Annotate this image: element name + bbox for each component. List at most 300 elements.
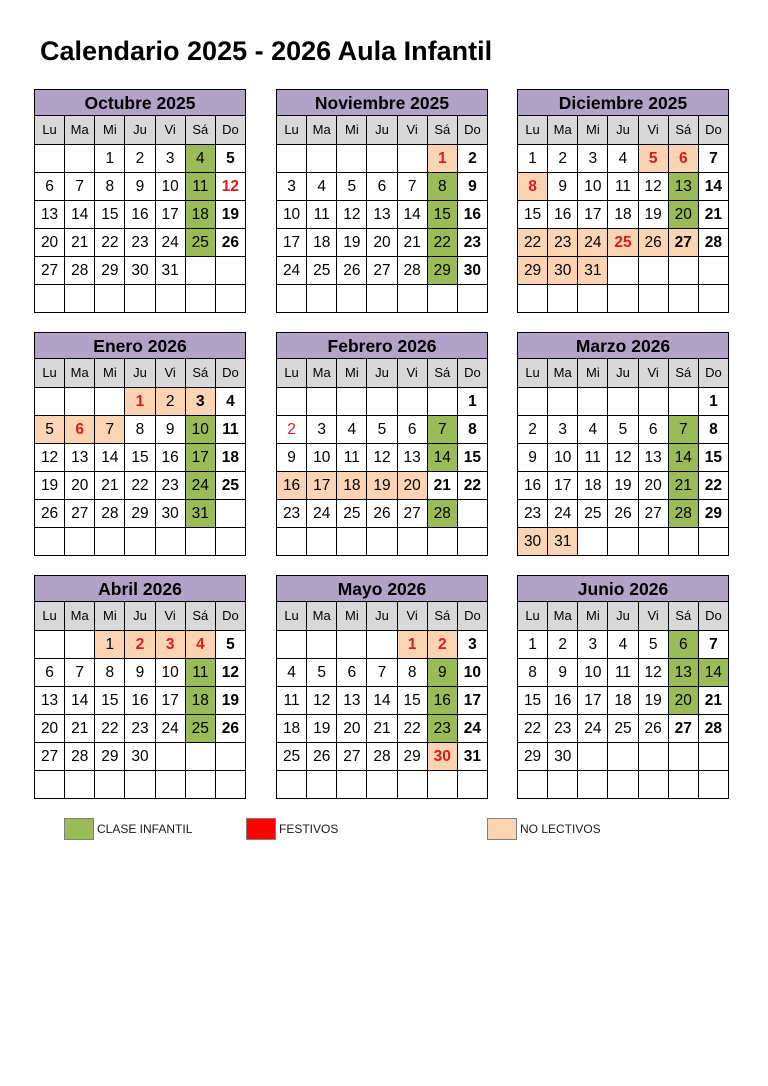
day-cell: 15 (458, 444, 488, 472)
legend-no-lectivos (487, 818, 601, 840)
month-february-2026 (276, 332, 488, 556)
week-row (518, 257, 729, 285)
day-cell: 11 (578, 444, 608, 472)
day-cell: 28 (95, 500, 125, 528)
day-cell: 8 (458, 416, 488, 444)
week-row (277, 472, 488, 500)
day-cell: 2 (458, 145, 488, 173)
day-cell: 29 (518, 257, 548, 285)
week-row (518, 173, 729, 201)
day-cell: 17 (156, 201, 186, 229)
day-cell: 2 (277, 416, 307, 444)
empty-cell (608, 528, 638, 556)
day-cell: 11 (277, 687, 307, 715)
day-cell: 21 (367, 715, 397, 743)
day-cell: 14 (398, 201, 428, 229)
day-cell: 29 (398, 743, 428, 771)
empty-cell (398, 771, 428, 799)
day-cell: 30 (428, 743, 458, 771)
day-cell: 11 (186, 173, 216, 201)
weekday-header: Sá (428, 602, 458, 631)
empty-cell (156, 285, 186, 313)
empty-cell (608, 743, 638, 771)
weekday-header: Ma (548, 602, 578, 631)
day-cell: 21 (398, 229, 428, 257)
day-cell: 2 (125, 631, 155, 659)
day-cell: 10 (156, 173, 186, 201)
day-cell: 7 (428, 416, 458, 444)
legend-clase-infantil (64, 818, 192, 840)
empty-cell (639, 388, 669, 416)
weekday-header: Sá (428, 359, 458, 388)
day-cell: 14 (65, 201, 95, 229)
week-row (518, 201, 729, 229)
empty-cell (65, 388, 95, 416)
day-cell: 24 (578, 715, 608, 743)
weekday-header: Mi (337, 359, 367, 388)
month-title: Enero 2026 (35, 333, 246, 359)
day-cell: 17 (578, 201, 608, 229)
day-cell: 8 (518, 173, 548, 201)
empty-cell (458, 285, 488, 313)
week-row (518, 416, 729, 444)
weekday-header: Ju (608, 602, 638, 631)
week-row (518, 687, 729, 715)
day-cell: 12 (216, 659, 246, 687)
day-cell: 27 (35, 743, 65, 771)
month-december-2025 (517, 89, 729, 313)
day-cell: 15 (398, 687, 428, 715)
empty-cell (699, 771, 729, 799)
empty-cell (35, 528, 65, 556)
empty-cell (277, 388, 307, 416)
day-cell: 18 (186, 687, 216, 715)
weekday-header: Sá (186, 116, 216, 145)
empty-cell (216, 257, 246, 285)
day-cell: 20 (337, 715, 367, 743)
weekday-header: Do (216, 359, 246, 388)
day-cell: 7 (367, 659, 397, 687)
day-cell: 21 (669, 472, 699, 500)
empty-cell (578, 743, 608, 771)
empty-cell (578, 528, 608, 556)
week-row (518, 715, 729, 743)
day-cell: 1 (699, 388, 729, 416)
day-cell: 3 (458, 631, 488, 659)
day-cell: 6 (35, 659, 65, 687)
weekday-header: Ma (548, 359, 578, 388)
empty-cell (277, 145, 307, 173)
day-cell: 14 (699, 173, 729, 201)
empty-cell (125, 285, 155, 313)
empty-cell (367, 285, 397, 313)
day-cell: 5 (639, 631, 669, 659)
month-october-2025 (34, 89, 246, 313)
weekday-header: Ju (125, 116, 155, 145)
day-cell: 9 (548, 659, 578, 687)
day-cell: 16 (277, 472, 307, 500)
empty-cell (156, 771, 186, 799)
day-cell: 11 (608, 659, 638, 687)
weekday-header: Mi (578, 359, 608, 388)
month-title: Noviembre 2025 (277, 90, 488, 116)
empty-cell (428, 771, 458, 799)
week-row (518, 771, 729, 799)
day-cell: 16 (428, 687, 458, 715)
day-cell: 3 (186, 388, 216, 416)
day-cell: 12 (307, 687, 337, 715)
week-row (518, 659, 729, 687)
month-title: Abril 2026 (35, 576, 246, 602)
week-row (518, 631, 729, 659)
day-cell: 18 (186, 201, 216, 229)
week-row (518, 444, 729, 472)
day-cell: 25 (277, 743, 307, 771)
empty-cell (518, 285, 548, 313)
day-cell: 20 (669, 687, 699, 715)
empty-cell (337, 388, 367, 416)
day-cell: 5 (307, 659, 337, 687)
day-cell: 27 (35, 257, 65, 285)
day-cell: 16 (125, 201, 155, 229)
day-cell: 13 (669, 173, 699, 201)
week-row (277, 528, 488, 556)
day-cell: 15 (699, 444, 729, 472)
empty-cell (186, 285, 216, 313)
day-cell: 22 (95, 715, 125, 743)
empty-cell (65, 285, 95, 313)
day-cell: 9 (125, 659, 155, 687)
weekday-header-row (35, 116, 246, 145)
day-cell: 3 (548, 416, 578, 444)
day-cell: 23 (518, 500, 548, 528)
empty-cell (367, 145, 397, 173)
day-cell: 30 (518, 528, 548, 556)
day-cell: 20 (367, 229, 397, 257)
day-cell: 24 (277, 257, 307, 285)
empty-cell (186, 743, 216, 771)
empty-cell (277, 771, 307, 799)
day-cell: 6 (35, 173, 65, 201)
weekday-header: Mi (337, 602, 367, 631)
day-cell: 17 (578, 687, 608, 715)
day-cell: 14 (669, 444, 699, 472)
day-cell: 18 (608, 201, 638, 229)
week-row (35, 771, 246, 799)
day-cell: 24 (548, 500, 578, 528)
day-cell: 30 (458, 257, 488, 285)
day-cell: 28 (428, 500, 458, 528)
weekday-header: Ma (548, 116, 578, 145)
month-title: Febrero 2026 (277, 333, 488, 359)
day-cell: 5 (35, 416, 65, 444)
day-cell: 15 (125, 444, 155, 472)
weekday-header: Do (699, 116, 729, 145)
day-cell: 26 (216, 715, 246, 743)
empty-cell (307, 388, 337, 416)
week-row (35, 416, 246, 444)
weekday-header: Vi (398, 602, 428, 631)
day-cell: 5 (216, 631, 246, 659)
day-cell: 2 (428, 631, 458, 659)
empty-cell (65, 631, 95, 659)
day-cell: 1 (428, 145, 458, 173)
day-cell: 10 (186, 416, 216, 444)
weekday-header: Ju (608, 359, 638, 388)
month-november-2025 (276, 89, 488, 313)
week-row (277, 771, 488, 799)
day-cell: 1 (95, 631, 125, 659)
day-cell: 5 (216, 145, 246, 173)
day-cell: 30 (125, 743, 155, 771)
day-cell: 18 (578, 472, 608, 500)
week-row (277, 631, 488, 659)
day-cell: 4 (608, 145, 638, 173)
day-cell: 17 (458, 687, 488, 715)
weekday-header: Vi (156, 359, 186, 388)
day-cell: 10 (156, 659, 186, 687)
weekday-header: Ma (65, 359, 95, 388)
day-cell: 17 (307, 472, 337, 500)
day-cell: 13 (35, 201, 65, 229)
day-cell: 25 (186, 715, 216, 743)
empty-cell (608, 388, 638, 416)
empty-cell (578, 285, 608, 313)
day-cell: 12 (216, 173, 246, 201)
day-cell: 1 (518, 145, 548, 173)
day-cell: 20 (639, 472, 669, 500)
month-title: Marzo 2026 (518, 333, 729, 359)
day-cell: 28 (367, 743, 397, 771)
week-row (277, 659, 488, 687)
day-cell: 26 (216, 229, 246, 257)
day-cell: 28 (699, 715, 729, 743)
empty-cell (518, 388, 548, 416)
empty-cell (548, 771, 578, 799)
day-cell: 26 (337, 257, 367, 285)
week-row (277, 687, 488, 715)
empty-cell (669, 257, 699, 285)
weekday-header: Sá (669, 116, 699, 145)
weekday-header: Vi (639, 602, 669, 631)
day-cell: 13 (669, 659, 699, 687)
day-cell: 2 (548, 145, 578, 173)
legend-swatch-green (64, 818, 94, 840)
day-cell: 27 (367, 257, 397, 285)
week-row (35, 528, 246, 556)
day-cell: 3 (277, 173, 307, 201)
week-row (277, 715, 488, 743)
day-cell: 11 (216, 416, 246, 444)
empty-cell (548, 285, 578, 313)
weekday-header-row (277, 359, 488, 388)
empty-cell (337, 528, 367, 556)
day-cell: 31 (156, 257, 186, 285)
day-cell: 13 (337, 687, 367, 715)
weekday-header: Lu (518, 359, 548, 388)
day-cell: 4 (608, 631, 638, 659)
weekday-header: Do (458, 116, 488, 145)
empty-cell (398, 285, 428, 313)
day-cell: 15 (518, 687, 548, 715)
day-cell: 23 (548, 715, 578, 743)
day-cell: 8 (398, 659, 428, 687)
empty-cell (669, 285, 699, 313)
weekday-header: Lu (35, 602, 65, 631)
day-cell: 4 (277, 659, 307, 687)
weekday-header: Vi (398, 359, 428, 388)
day-cell: 16 (518, 472, 548, 500)
day-cell: 1 (398, 631, 428, 659)
empty-cell (277, 285, 307, 313)
empty-cell (337, 771, 367, 799)
day-cell: 17 (277, 229, 307, 257)
day-cell: 23 (277, 500, 307, 528)
day-cell: 2 (518, 416, 548, 444)
weekday-header: Ma (65, 602, 95, 631)
day-cell: 25 (216, 472, 246, 500)
day-cell: 2 (548, 631, 578, 659)
day-cell: 8 (428, 173, 458, 201)
day-cell: 7 (65, 173, 95, 201)
day-cell: 17 (156, 687, 186, 715)
day-cell: 8 (95, 173, 125, 201)
week-row (277, 173, 488, 201)
weekday-header: Sá (428, 116, 458, 145)
day-cell: 19 (35, 472, 65, 500)
week-row (277, 416, 488, 444)
empty-cell (398, 528, 428, 556)
day-cell: 19 (337, 229, 367, 257)
weekday-header: Vi (639, 359, 669, 388)
empty-cell (669, 528, 699, 556)
day-cell: 6 (337, 659, 367, 687)
empty-cell (398, 388, 428, 416)
day-cell: 1 (458, 388, 488, 416)
weekday-header: Ma (307, 602, 337, 631)
week-row (518, 145, 729, 173)
weekday-header: Lu (277, 116, 307, 145)
day-cell: 12 (608, 444, 638, 472)
empty-cell (307, 771, 337, 799)
day-cell: 26 (639, 229, 669, 257)
month-june-2026 (517, 575, 729, 799)
day-cell: 23 (125, 229, 155, 257)
day-cell: 7 (65, 659, 95, 687)
day-cell: 4 (186, 631, 216, 659)
day-cell: 30 (548, 257, 578, 285)
weekday-header: Ma (307, 116, 337, 145)
legend-festivos (246, 818, 338, 840)
day-cell: 20 (669, 201, 699, 229)
week-row (35, 201, 246, 229)
empty-cell (35, 145, 65, 173)
day-cell: 10 (458, 659, 488, 687)
week-row (35, 285, 246, 313)
day-cell: 1 (518, 631, 548, 659)
week-row (277, 201, 488, 229)
day-cell: 6 (669, 145, 699, 173)
weekday-header-row (518, 359, 729, 388)
day-cell: 9 (156, 416, 186, 444)
day-cell: 1 (95, 145, 125, 173)
day-cell: 22 (458, 472, 488, 500)
day-cell: 12 (639, 659, 669, 687)
day-cell: 19 (367, 472, 397, 500)
week-row (277, 743, 488, 771)
day-cell: 22 (428, 229, 458, 257)
empty-cell (65, 771, 95, 799)
day-cell: 21 (65, 715, 95, 743)
day-cell: 24 (307, 500, 337, 528)
empty-cell (639, 771, 669, 799)
empty-cell (95, 285, 125, 313)
day-cell: 24 (186, 472, 216, 500)
day-cell: 16 (458, 201, 488, 229)
empty-cell (277, 528, 307, 556)
day-cell: 26 (367, 500, 397, 528)
day-cell: 14 (65, 687, 95, 715)
month-april-2026 (34, 575, 246, 799)
empty-cell (699, 743, 729, 771)
day-cell: 24 (156, 229, 186, 257)
empty-cell (307, 145, 337, 173)
weekday-header: Sá (186, 602, 216, 631)
weekday-header-row (518, 602, 729, 631)
empty-cell (578, 388, 608, 416)
empty-cell (639, 743, 669, 771)
week-row (35, 631, 246, 659)
empty-cell (458, 528, 488, 556)
weekday-header-row (518, 116, 729, 145)
empty-cell (307, 528, 337, 556)
empty-cell (35, 771, 65, 799)
empty-cell (216, 500, 246, 528)
legend-swatch-peach (487, 818, 517, 840)
day-cell: 21 (428, 472, 458, 500)
day-cell: 27 (639, 500, 669, 528)
empty-cell (669, 771, 699, 799)
day-cell: 29 (95, 257, 125, 285)
empty-cell (35, 631, 65, 659)
week-row (35, 229, 246, 257)
day-cell: 6 (639, 416, 669, 444)
day-cell: 11 (186, 659, 216, 687)
empty-cell (307, 631, 337, 659)
day-cell: 19 (639, 201, 669, 229)
weekday-header: Lu (518, 602, 548, 631)
month-may-2026 (276, 575, 488, 799)
weekday-header: Do (216, 116, 246, 145)
day-cell: 26 (608, 500, 638, 528)
empty-cell (428, 528, 458, 556)
week-row (277, 285, 488, 313)
day-cell: 8 (95, 659, 125, 687)
day-cell: 24 (156, 715, 186, 743)
day-cell: 10 (277, 201, 307, 229)
week-row (35, 257, 246, 285)
empty-cell (608, 285, 638, 313)
day-cell: 22 (699, 472, 729, 500)
weekday-header: Lu (277, 359, 307, 388)
day-cell: 14 (428, 444, 458, 472)
day-cell: 4 (578, 416, 608, 444)
day-cell: 3 (578, 145, 608, 173)
day-cell: 6 (669, 631, 699, 659)
month-january-2026 (34, 332, 246, 556)
week-row (35, 659, 246, 687)
day-cell: 15 (518, 201, 548, 229)
